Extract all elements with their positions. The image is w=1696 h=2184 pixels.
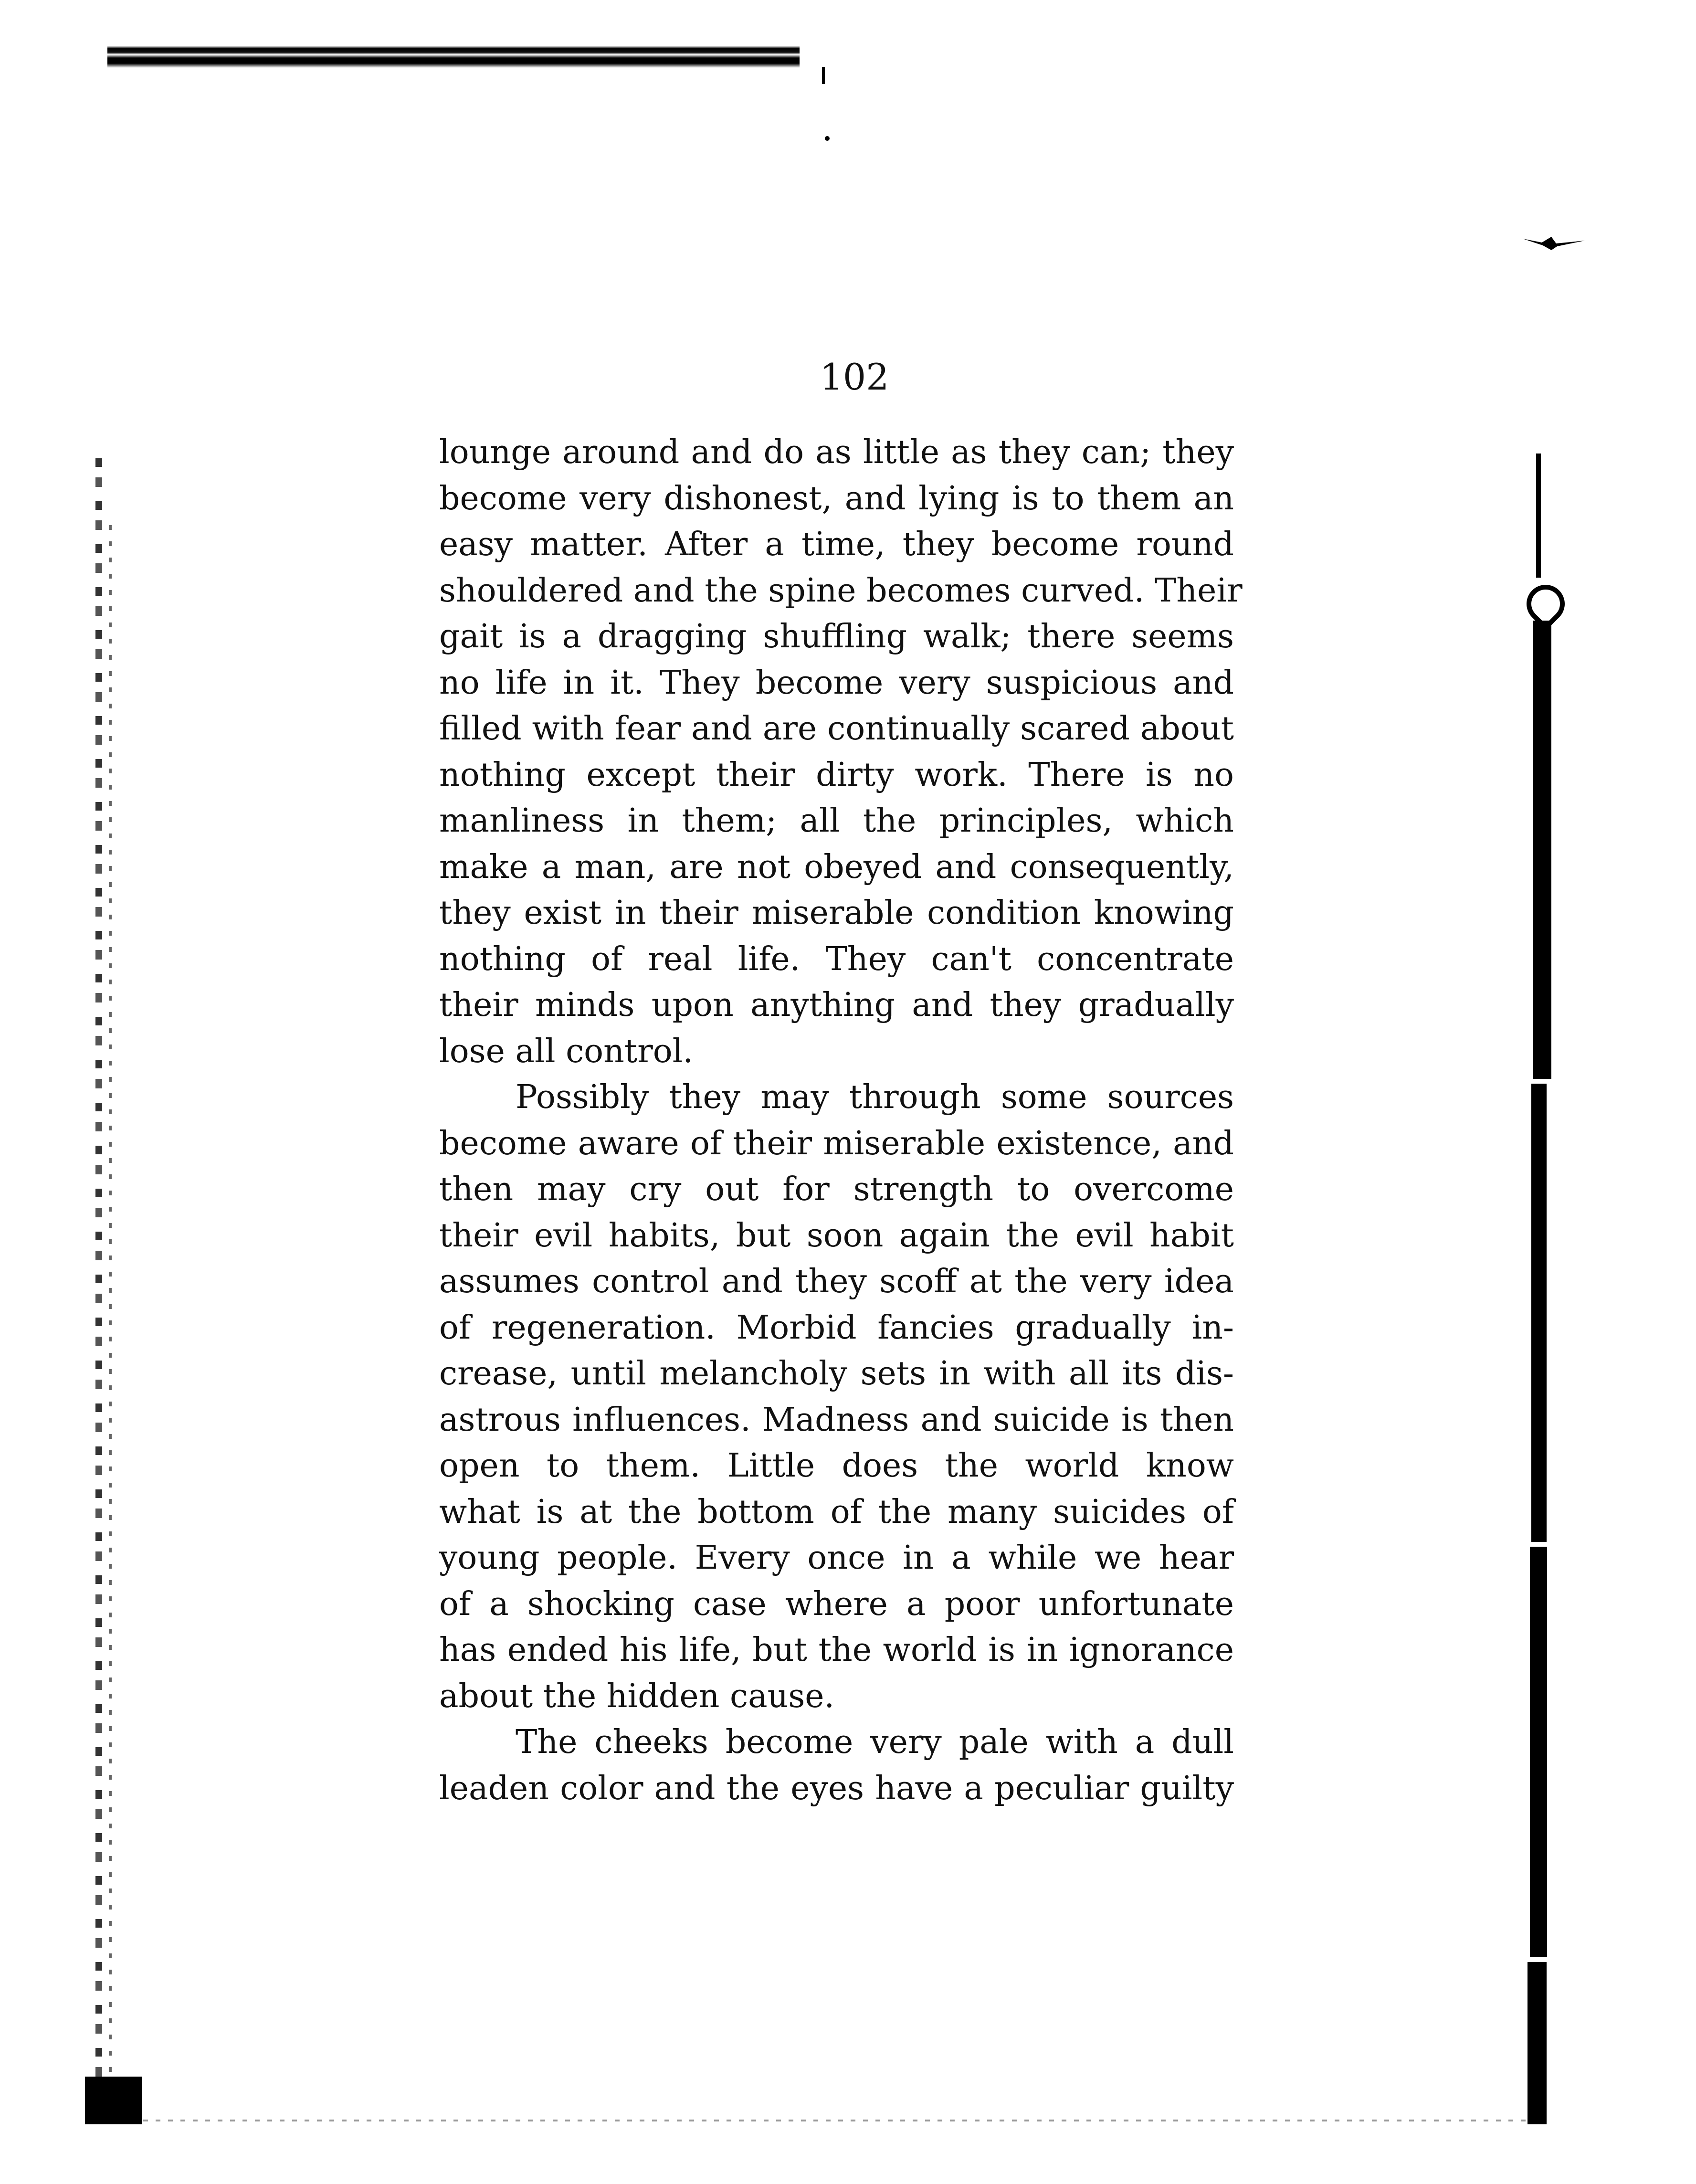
text-line: become very dishonest, and lying is to them an — [439, 479, 1234, 517]
text-line: nothing except their dirty work. There is no — [439, 756, 1234, 794]
text-line: The cheeks become very pale with a dull — [516, 1723, 1234, 1761]
text-line: of a shocking case where a poor unfortunate — [439, 1585, 1234, 1623]
paragraph — [439, 1075, 1234, 1720]
scan-top-rule — [107, 46, 800, 68]
text-line: make a man, are not obeyed and consequently, — [439, 848, 1234, 886]
text-line: become aware of their miserable existence, and — [439, 1124, 1234, 1162]
text-line: young people. Every once in a while we hear — [439, 1539, 1234, 1577]
text-line: leaden color and the eyes have a peculiar guilty — [439, 1769, 1234, 1807]
paragraph — [439, 1720, 1234, 1812]
text-line: what is at the bottom of the many suicides of — [439, 1493, 1234, 1531]
scan-corner — [85, 2077, 142, 2124]
text-line: filled with fear and are continually scared about — [439, 710, 1234, 748]
scan-right-edge — [1531, 1084, 1547, 1542]
scan-right-edge — [1533, 621, 1551, 1079]
text-line: then may cry out for strength to overcome — [439, 1171, 1234, 1208]
text-line: easy matter. After a time, they become round — [439, 526, 1234, 563]
text-line: lounge around and do as little as they can; they — [439, 433, 1234, 471]
text-line: astrous influences. Madness and suicide is then — [439, 1401, 1234, 1439]
text-line: lose all control. — [439, 1032, 694, 1070]
paragraph — [439, 430, 1243, 1075]
scan-right-edge — [1536, 454, 1541, 578]
scan-arrow-mark — [1523, 234, 1585, 250]
text-line: no life in it. They become very suspicious and — [439, 664, 1234, 702]
page-number: 102 — [820, 356, 889, 398]
scan-mark — [822, 67, 825, 84]
scan-dot — [825, 136, 830, 141]
text-line: gait is a dragging shuffling walk; there seems — [439, 618, 1234, 655]
scan-right-edge — [1527, 1962, 1547, 2124]
text-line: Possibly they may through some sources — [516, 1078, 1234, 1116]
scan-left-edge — [95, 458, 102, 2129]
scan-left-edge — [109, 525, 112, 2100]
text-line: about the hidden cause. — [439, 1677, 835, 1715]
text-line: shouldered and the spine becomes curved. Their — [439, 571, 1243, 610]
text-line: assumes control and they scoff at the very idea — [439, 1263, 1234, 1300]
text-line: crease, until melancholy sets in with all its dis- — [439, 1355, 1234, 1393]
text-line: of regeneration. Morbid fancies gradually in- — [439, 1308, 1234, 1347]
scan-bottom-rule — [143, 2120, 1527, 2121]
text-line: nothing of real life. They can't concentrate — [439, 940, 1234, 978]
text-line: their minds upon anything and they gradually — [439, 986, 1234, 1024]
text-line: they exist in their miserable condition knowing — [439, 894, 1234, 932]
scan-right-edge — [1530, 1547, 1547, 1957]
text-line: has ended his life, but the world is in ignorance — [439, 1631, 1234, 1669]
text-line: their evil habits, but soon again the evil habit — [439, 1216, 1234, 1255]
text-line: manliness in them; all the principles, which — [439, 802, 1234, 840]
body-text — [439, 430, 1243, 1812]
text-line: open to them. Little does the world know — [439, 1447, 1234, 1485]
